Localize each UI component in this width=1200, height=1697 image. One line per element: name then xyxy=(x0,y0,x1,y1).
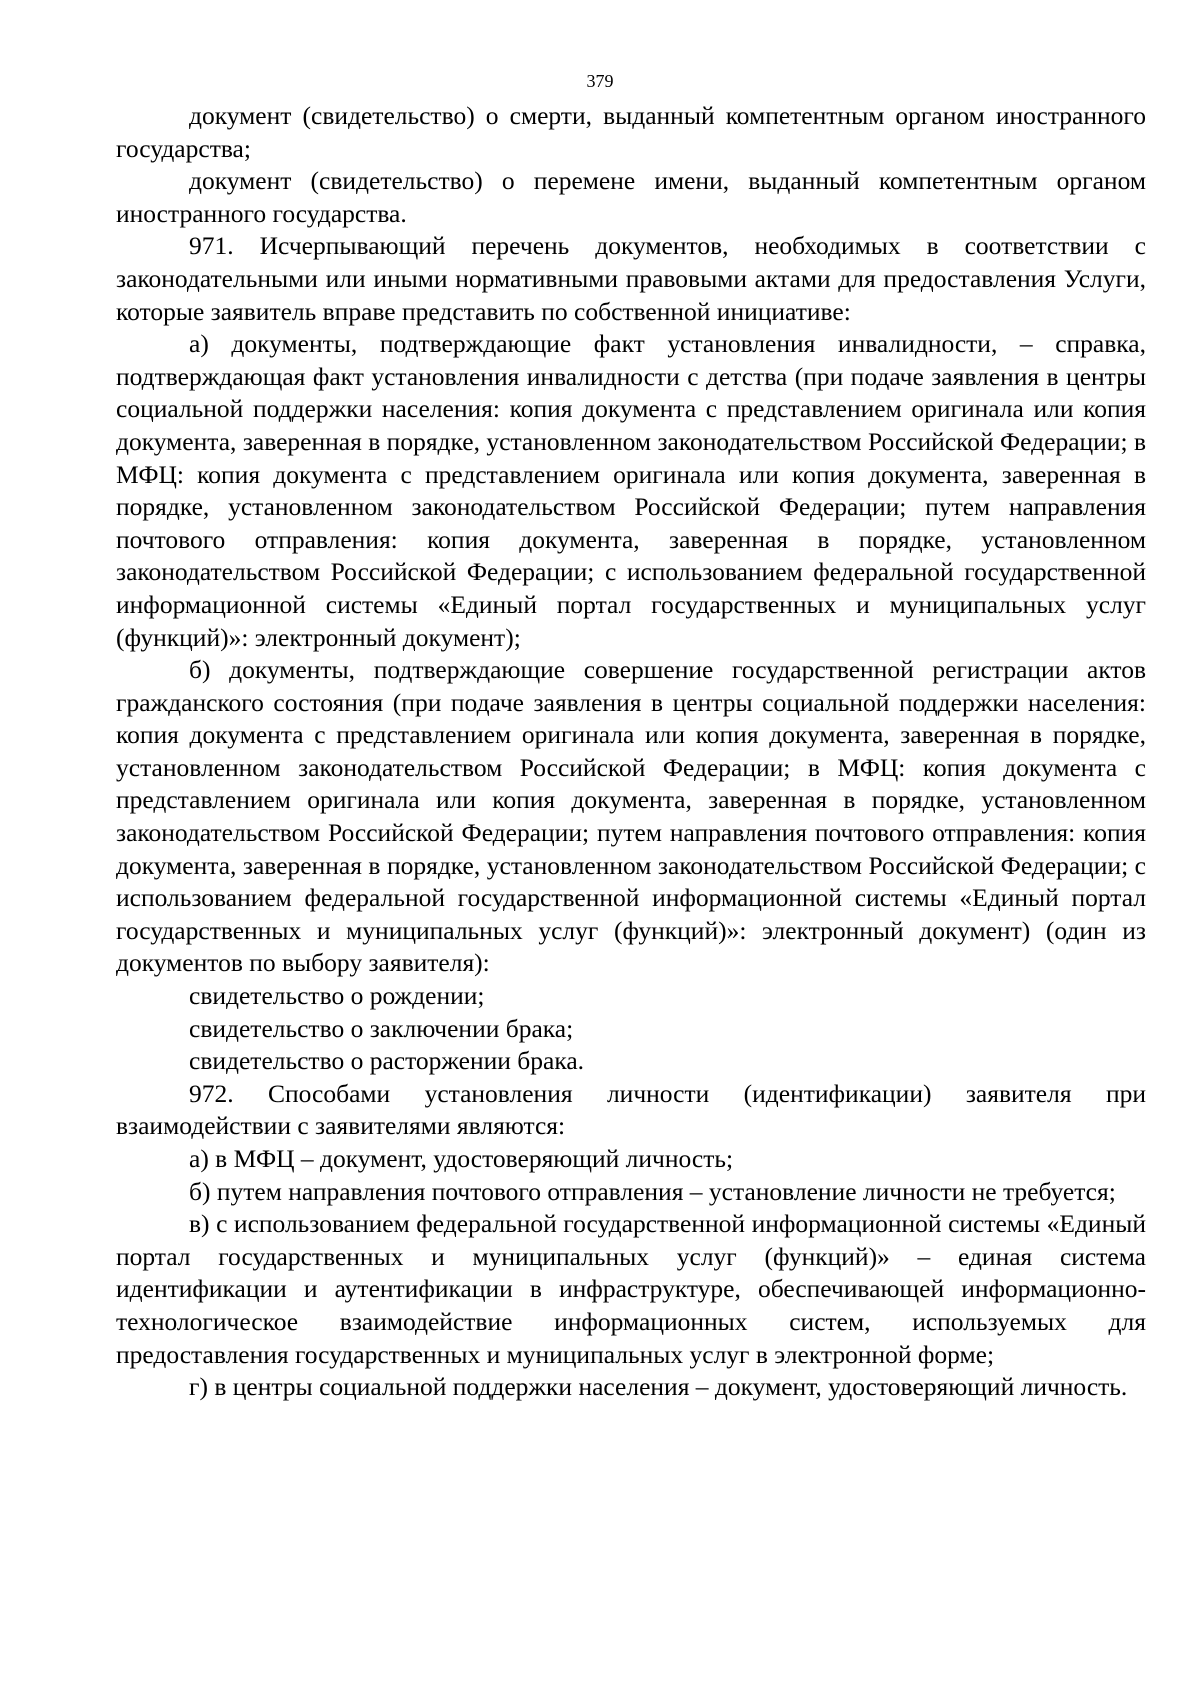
paragraph-972-a: а) в МФЦ – документ, удостоверяющий личность; xyxy=(189,1144,734,1173)
list-item-birth-certificate: свидетельство о рождении; xyxy=(189,981,485,1011)
document-body xyxy=(116,100,1146,1404)
paragraph-972-g: г) в центры социальной поддержки населения – документ, удостоверяющий личность. xyxy=(189,1372,1128,1402)
list-item-divorce-certificate: свидетельство о расторжении брака. xyxy=(189,1046,585,1076)
paragraph-972-b: б) путем направления почтового отправления – установление личности не требуется; xyxy=(189,1176,1116,1206)
page-number: 379 xyxy=(586,71,614,91)
paragraph-971-b: б) документы, подтверждающие совершение государственной регистрации актов гражданского состояния (при подаче заявления в центры социальной поддержки населения: копия документа с представлением оригинала или копия документа, заверенная в порядке, установленном законодательством Российской Федерации; в МФЦ: копия документа с представлением оригинала или копия документа, заверенная в порядке, установленном законодательством Российской Федерации; путем направления почтового отправления: копия документа, заверенная в порядке, установленном законодательством Российской Федерации; с использованием федеральной государственной информационной системы «Единый портал государственных и муниципальных услуг (функций)»: электронный документ) (один из документов по выбору заявителя): xyxy=(116,655,1146,978)
paragraph-death-certificate: документ (свидетельство) о смерти, выданный компетентным органом иностранного государства; xyxy=(116,101,1146,163)
paragraph-972: 972. Способами установления личности (идентификации) заявителя при взаимодействии с заявителями являются: xyxy=(116,1078,1146,1141)
paragraph-name-change-certificate: документ (свидетельство) о перемене имени, выданный компетентным органом иностранного государства. xyxy=(116,166,1146,228)
paragraph-971-a: а) документы, подтверждающие факт установления инвалидности, – справка, подтверждающая факт установления инвалидности с детства (при подаче заявления в центры социальной поддержки населения: копия документа с представлением оригинала или копия документа, заверенная в порядке, установленном законодательством Российской Федерации; в МФЦ: копия документа с представлением оригинала или копия документа, заверенная в порядке, установленном законодательством Российской Федерации; путем направления почтового отправления: копия документа, заверенная в порядке, установленном законодательством Российской Федерации; с использованием федеральной государственной информационной системы «Единый портал государственных и муниципальных услуг (функций)»: электронный документ); xyxy=(116,329,1146,652)
list-item-marriage-certificate: свидетельство о заключении брака; xyxy=(189,1013,574,1043)
paragraph-971: 971. Исчерпывающий перечень документов, необходимых в соответствии с законодательными или иными нормативными правовыми актами для предоставления Услуги, которые заявитель вправе представить по собственной инициативе: xyxy=(116,231,1146,326)
paragraph-972-v: в) с использованием федеральной государственной информационной системы «Единый портал государственных и муниципальных услуг (функций)» – единая система идентификации и аутентификации в инфраструктуре, обеспечивающей информационно-технологическое взаимодействие информационных систем, используемых для предоставления государственных и муниципальных услуг в электронной форме; xyxy=(116,1209,1146,1369)
